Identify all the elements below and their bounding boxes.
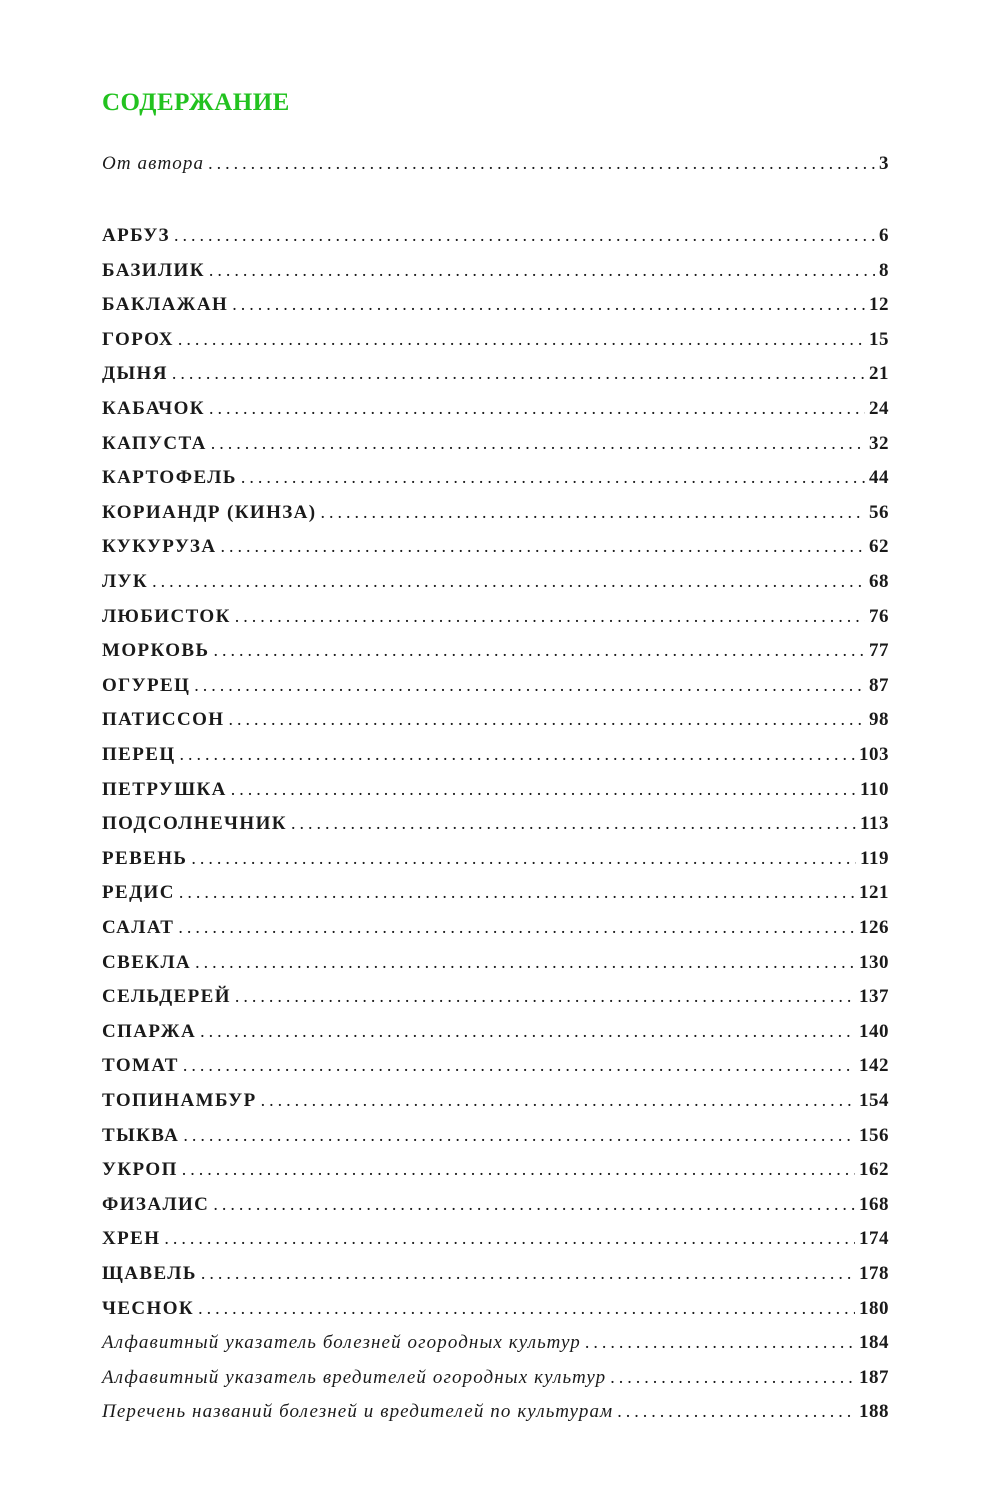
toc-entry-title: КАПУСТА [102,432,207,454]
toc-page-number: 187 [859,1366,889,1388]
toc-entry[interactable] [102,566,889,596]
toc-page-number: 168 [859,1193,889,1215]
toc-entry[interactable] [102,635,889,665]
toc-entry[interactable] [102,148,889,178]
dot-leader [180,739,855,769]
toc-entry[interactable] [102,601,889,631]
toc-entry-title: ЩАВЕЛЬ [102,1263,197,1284]
toc-page-number: 24 [869,398,889,419]
toc-entry-title: ЛЮБИСТОК [102,605,231,627]
toc-page-number: 178 [859,1263,889,1284]
toc-entry[interactable] [102,808,889,838]
toc-page-number: 15 [869,328,889,350]
dot-leader [164,1223,855,1253]
toc-page-number: 130 [859,951,889,973]
dot-leader [182,1154,855,1184]
toc-entry[interactable] [102,843,889,873]
toc-entry[interactable] [102,220,889,250]
dot-leader [321,497,865,527]
toc-entry-title: КАБАЧОК [102,398,205,419]
toc-entry[interactable] [102,324,889,354]
dot-leader [174,220,875,250]
dot-leader [235,601,865,631]
toc-entry-title: КУКУРУЗА [102,536,217,558]
dot-leader [232,289,865,319]
dot-leader [183,1050,855,1080]
toc-entry-title: МОРКОВЬ [102,640,210,662]
toc-page-number: 6 [879,225,889,246]
toc-entry-title: РЕДИС [102,882,175,904]
toc-page-number: 156 [859,1124,889,1146]
toc-entry[interactable] [102,1154,889,1184]
toc-page-number: 174 [859,1228,889,1250]
dot-leader [209,255,875,285]
toc-entry[interactable] [102,531,889,561]
toc-entry-title: Алфавитный указатель болезней огородных культур [102,1332,581,1354]
dot-leader [220,531,865,561]
dot-leader [178,912,855,942]
toc-page-number: 21 [869,363,889,385]
toc-page-number: 3 [879,153,889,174]
toc-entry[interactable] [102,1396,889,1426]
toc-page-number: 8 [879,259,889,281]
dot-leader [178,324,865,354]
toc-page-number: 154 [859,1090,889,1111]
toc-page-number: 162 [859,1159,889,1181]
toc-entry-title: ПЕТРУШКА [102,778,227,800]
page-title: СОДЕРЖАНИЕ [102,89,290,116]
toc-entry-title: СВЕКЛА [102,951,192,973]
toc-entry-title: ТЫКВА [102,1124,180,1146]
dot-leader [191,843,856,873]
dot-leader [610,1362,855,1392]
toc-entry-title: СЕЛЬДЕРЕЙ [102,986,231,1008]
toc-page-number: 103 [859,744,889,765]
toc-entry-title: Алфавитный указатель вредителей огородных культур [102,1366,607,1388]
toc-entry[interactable] [102,1327,889,1357]
toc-entry-title: ТОПИНАМБУР [102,1090,257,1111]
toc-page-number: 68 [869,571,889,592]
toc-entry-title: ГОРОХ [102,328,174,350]
toc-entry-title: ДЫНЯ [102,363,168,385]
dot-leader [231,774,856,804]
toc-entry[interactable] [102,981,889,1011]
toc-page-number: 119 [860,847,889,869]
dot-leader [208,148,875,178]
toc-entry[interactable] [102,947,889,977]
toc-entry[interactable] [102,1120,889,1150]
toc-entry-title: ПАТИССОН [102,709,225,731]
toc-entry-title: БАЗИЛИК [102,259,205,281]
toc-page-number: 62 [869,536,889,558]
toc-entry-title: ЛУК [102,571,149,592]
toc-entry-title: АРБУЗ [102,225,170,246]
toc-entry[interactable] [102,1085,889,1115]
toc-entry-title: РЕВЕНЬ [102,847,188,869]
toc-entry[interactable] [102,1293,889,1323]
dot-leader [201,1258,855,1288]
toc-page-number: 184 [859,1332,889,1354]
dot-leader [195,947,855,977]
toc-page-number: 113 [860,813,889,835]
dot-leader [213,1189,855,1219]
dot-leader [235,981,855,1011]
toc-entry-title: ЧЕСНОК [102,1297,195,1319]
dot-leader [183,1120,855,1150]
toc-page-number: 137 [859,986,889,1008]
toc-entry-title: Перечень названий болезней и вредителей по культурам [102,1401,614,1423]
toc-entry[interactable] [102,1189,889,1219]
toc-entry[interactable] [102,912,889,942]
toc-entry[interactable] [102,1258,889,1288]
dot-leader [198,1293,855,1323]
dot-leader [194,670,865,700]
toc-entry[interactable] [102,462,889,492]
toc-page-number: 188 [859,1401,889,1423]
toc-entry[interactable] [102,358,889,388]
dot-leader [209,393,865,423]
toc-entry[interactable] [102,393,889,423]
toc-entry[interactable] [102,428,889,458]
toc-entry-title: КОРИАНДР (КИНЗА) [102,501,317,523]
toc-page-number: 76 [869,605,889,627]
toc-entry-title: КАРТОФЕЛЬ [102,467,237,489]
toc-page-number: 87 [869,674,889,696]
dot-leader [179,877,855,907]
toc-entry-title: От автора [102,153,205,174]
dot-leader [152,566,865,596]
dot-leader [172,358,865,388]
toc-entry-title: ПОДСОЛНЕЧНИК [102,813,287,835]
toc-entry[interactable] [102,774,889,804]
toc-entry[interactable] [102,670,889,700]
toc-entry[interactable] [102,704,889,734]
toc-entry-title: ОГУРЕЦ [102,674,191,696]
dot-leader [241,462,865,492]
dot-leader [213,635,865,665]
toc-entry[interactable] [102,877,889,907]
toc-page-number: 121 [859,882,889,904]
toc-page-number: 98 [869,709,889,731]
toc-page-number: 32 [869,432,889,454]
dot-leader [200,1016,855,1046]
toc-entry[interactable] [102,1016,889,1046]
toc-entry[interactable] [102,1223,889,1253]
dot-leader [291,808,856,838]
toc-entry-title: ХРЕН [102,1228,161,1250]
toc-entry-title: УКРОП [102,1159,178,1181]
toc-entry[interactable] [102,289,889,319]
toc-entry-title: СПАРЖА [102,1020,197,1042]
toc-page-number: 180 [859,1297,889,1319]
toc-page-number: 140 [859,1020,889,1042]
dot-leader [261,1085,855,1115]
dot-leader [211,428,865,458]
toc-page-number: 44 [869,467,889,489]
toc-entry-title: САЛАТ [102,917,175,938]
toc-page-number: 56 [869,501,889,523]
toc-page-number: 77 [869,640,889,662]
toc-entry[interactable] [102,1362,889,1392]
toc-page-number: 12 [869,294,889,316]
toc-page-number: 142 [859,1055,889,1077]
toc-entry-title: ТОМАТ [102,1055,179,1077]
toc-entry[interactable] [102,255,889,285]
toc-entry[interactable] [102,739,889,769]
toc-entry-title: ФИЗАЛИС [102,1193,210,1215]
toc-page-number: 126 [859,917,889,938]
dot-leader [585,1327,855,1357]
toc-entry[interactable] [102,1050,889,1080]
dot-leader [617,1396,855,1426]
dot-leader [228,704,865,734]
toc-entry-title: БАКЛАЖАН [102,294,229,316]
toc-entry-title: ПЕРЕЦ [102,744,176,765]
toc-page-number: 110 [860,778,889,800]
toc-entry[interactable] [102,497,889,527]
